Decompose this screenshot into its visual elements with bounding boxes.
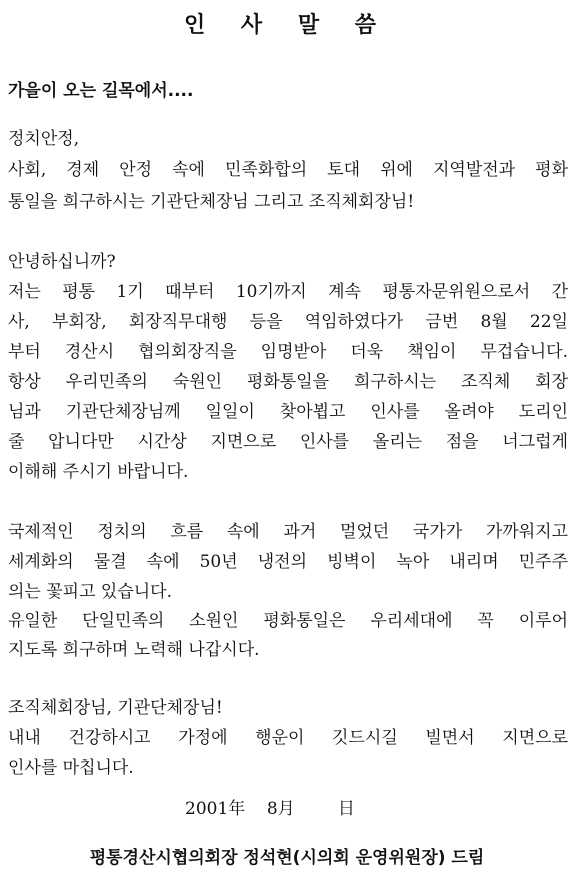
text-line: 국제적인 정치의 흐름 속에 과거 멀었던 국가가 가까워지고 bbox=[8, 522, 568, 542]
text-line: 유일한 단일민족의 소원인 평화통일은 우리세대에 꼭 이루어 bbox=[8, 611, 568, 631]
text-line: 부터 경산시 협의회장직을 임명받아 더욱 책임이 무겁습니다. bbox=[8, 342, 568, 362]
text-line: 지도록 희구하며 노력해 나갑시다. bbox=[8, 640, 260, 660]
text-line: 사회, 경제 안정 속에 민족화합의 토대 위에 지역발전과 평화 bbox=[8, 160, 568, 180]
text-line: 님과 기관단체장님께 일일이 찾아뵙고 인사를 올려야 도리인 bbox=[8, 402, 568, 422]
text-line: 내내 건강하시고 가정에 행운이 깃드시길 빌면서 지면으로 bbox=[8, 728, 568, 748]
text-line: 이해해 주시기 바랍니다. bbox=[8, 462, 189, 482]
text-line: 사, 부회장, 회장직무대행 등을 역임하였다가 금번 8월 22일 bbox=[8, 312, 568, 332]
letter-date: 2001年 8月 日 bbox=[185, 799, 355, 819]
text-line: 안녕하십니까? bbox=[8, 252, 116, 272]
text-line: 정치안정, bbox=[8, 129, 80, 149]
text-line: 항상 우리민족의 숙원인 평화통일을 희구하시는 조직체 회장 bbox=[8, 372, 568, 392]
text-line: 줄 압니다만 시간상 지면으로 인사를 올리는 점을 너그럽게 bbox=[8, 432, 568, 452]
text-line: 인사를 마칩니다. bbox=[8, 758, 134, 778]
text-line: 저는 평통 1기 때부터 10기까지 계속 평통자문위원으로서 간 bbox=[8, 282, 568, 302]
page-title: 인 사 말 씀 bbox=[184, 13, 390, 38]
text-line: 조직체회장님, 기관단체장님! bbox=[8, 698, 223, 718]
text-line: 통일을 희구하시는 기관단체장님 그리고 조직체회장님! bbox=[8, 192, 415, 212]
signature: 평통경산시협의회장 정석현(시의회 운영위원장) 드림 bbox=[89, 848, 485, 868]
text-line: 세계화의 물결 속에 50년 냉전의 빙벽이 녹아 내리며 민주주 bbox=[8, 552, 568, 572]
text-line: 의는 꽃피고 있습니다. bbox=[8, 582, 173, 602]
subtitle: 가을이 오는 길목에서.... bbox=[8, 81, 194, 101]
